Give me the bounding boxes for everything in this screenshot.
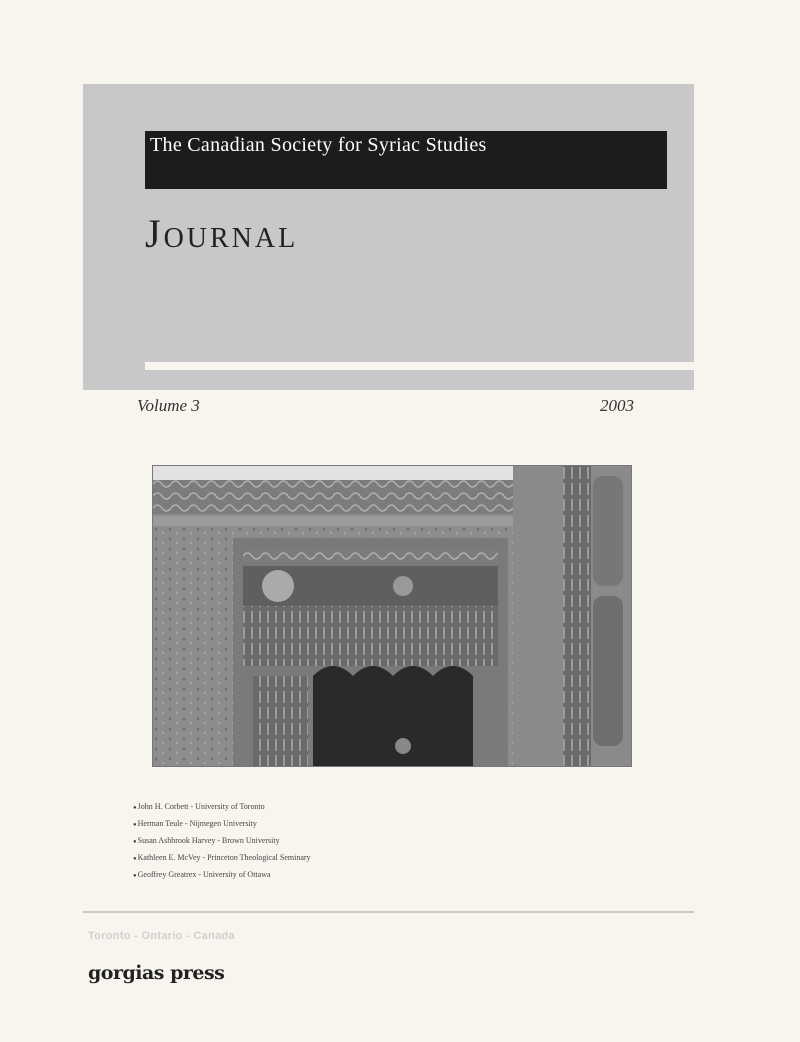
list-item: ● Kathleen E. McVey - Princeton Theological Seminary: [133, 850, 311, 867]
cover-photo: [152, 465, 632, 767]
footer-rule: [83, 911, 694, 913]
location-text: Toronto - Ontario - Canada: [88, 930, 235, 942]
list-item: ● Herman Teule - Nijmegen University: [133, 816, 311, 833]
volume-label: Volume 3: [137, 396, 200, 415]
contributor-list: [133, 799, 311, 884]
list-item: ● Geoffrey Greatrex - University of Ottawa: [133, 867, 311, 884]
journal-title: Journal: [145, 211, 299, 256]
list-item: ● Susan Ashbrook Harvey - Brown University: [133, 833, 311, 850]
header-rule: [145, 362, 694, 370]
publisher-logo: gorgias press: [88, 962, 225, 984]
list-item: ● John H. Corbett - University of Toronto: [133, 799, 311, 816]
society-name: The Canadian Society for Syriac Studies: [150, 134, 487, 156]
year-label: 2003: [600, 396, 634, 415]
